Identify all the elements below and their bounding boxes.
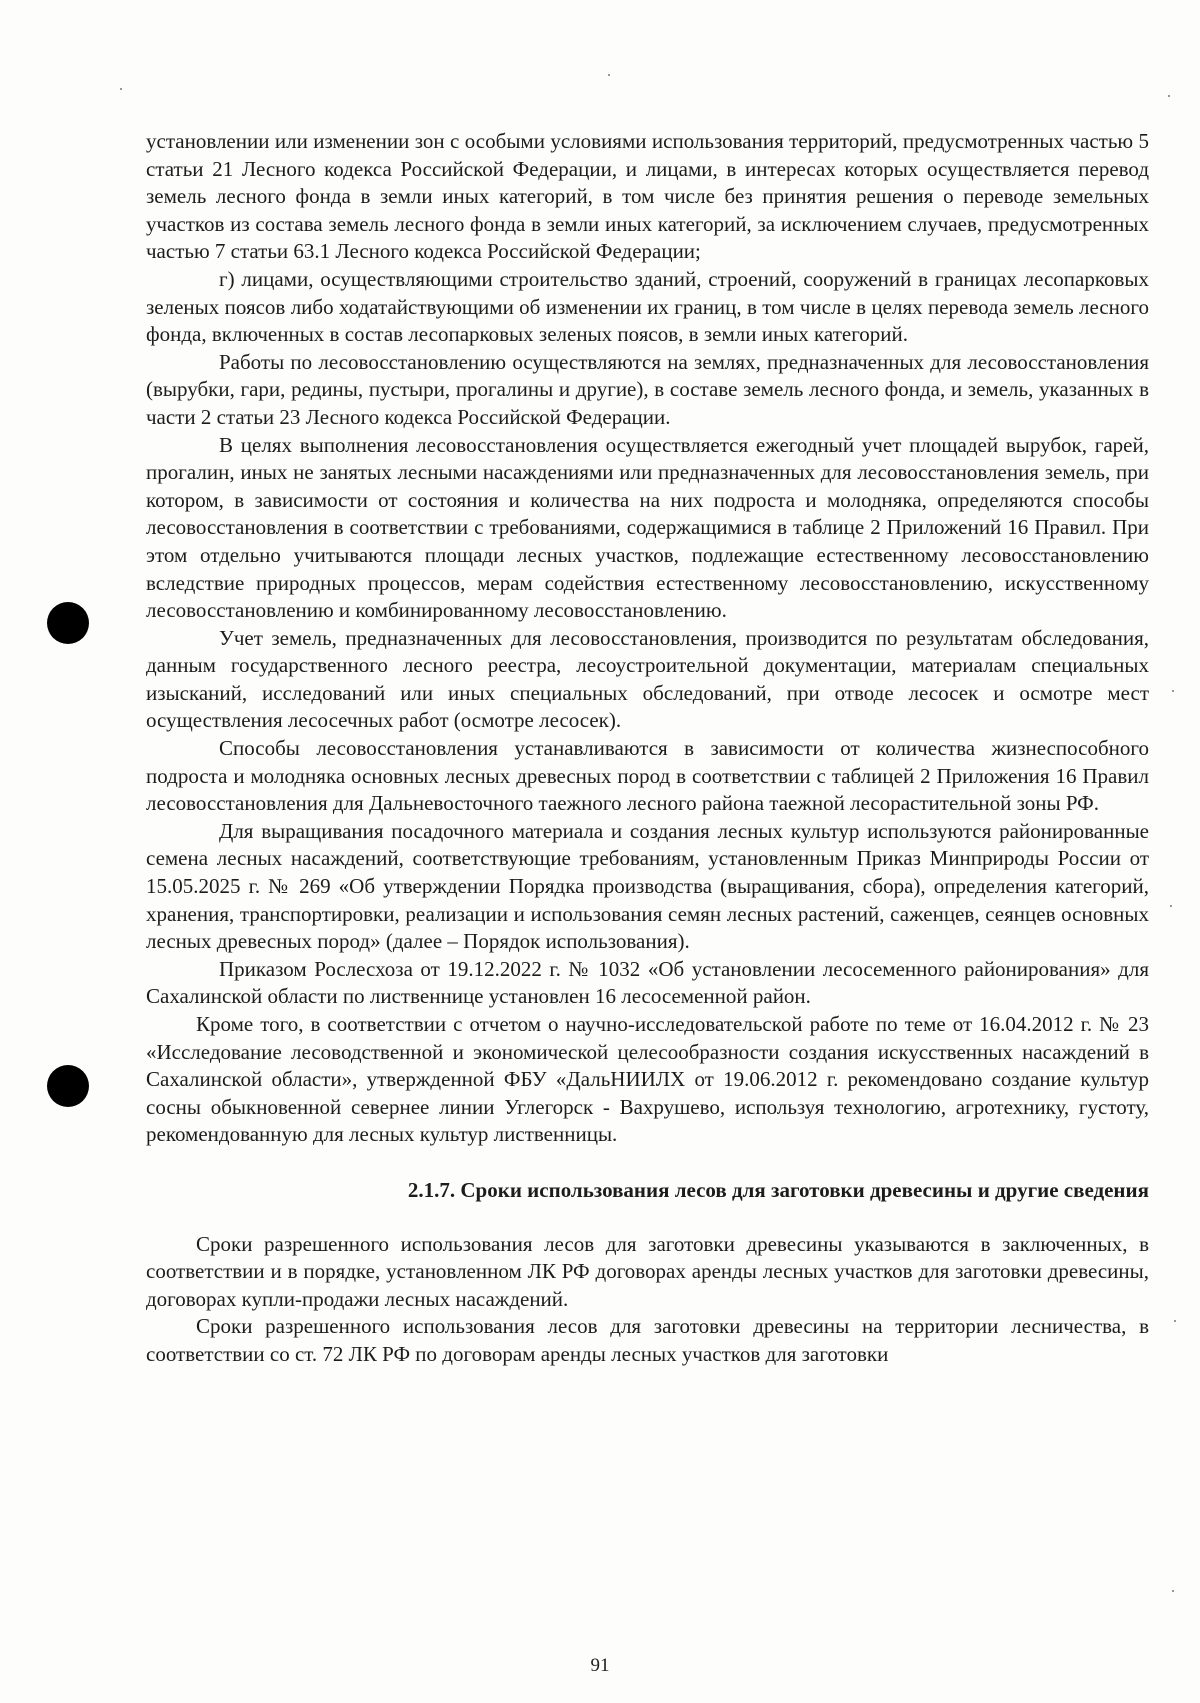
scan-speck <box>120 88 122 90</box>
scan-speck <box>1174 1320 1176 1322</box>
document-body <box>146 128 1149 1369</box>
punch-hole-mark <box>47 602 89 644</box>
scan-speck <box>1172 1590 1174 1592</box>
section-heading: 2.1.7. Сроки использования лесов для заготовки древесины и другие сведения <box>407 1177 1149 1202</box>
scan-speck <box>1168 95 1170 97</box>
paragraph: Сроки разрешенного использования лесов для заготовки древесины на территории лесничества, в соответствии со ст. 72 ЛК РФ по договорам аренды лесных участков для заготовки <box>146 1314 1149 1366</box>
paragraph: г) лицами, осуществляющими строительство зданий, строений, сооружений в границах лесопарковых зеленых поясов либо ходатайствующими об изменении их границ, в том числе в целях перевода земель лесного фонда, включенных в состав лесопарковых зеленых поясов, в земли иных категорий. <box>146 266 1149 347</box>
paragraph: Кроме того, в соответствии с отчетом о научно-исследовательской работе по теме от 16.04.2012 г. № 23 «Исследование лесоводственной и экономической целесообразности создания искусственных насаждений в Сахалинской области», утвержденной ФБУ «ДальНИИЛХ от 19.06.2012 г. рекомендовано создание культур сосны обыкновенной севернее линии Углегорск - Вахрушево, используя технологию, агротехнику, густоту, рекомендованную для лесных культур лиственницы. <box>146 1012 1149 1147</box>
paragraph: Учет земель, предназначенных для лесовосстановления, производится по результатам обследования, данным государственного лесного реестра, лесоустроительной документации, материалам специальных изысканий, исследований или иных специальных обследований, при отводе лесосек и осмотре мест осуществления лесосечных работ (осмотре лесосек). <box>146 625 1149 733</box>
paragraph: В целях выполнения лесовосстановления осуществляется ежегодный учет площадей вырубок, гарей, прогалин, иных не занятых лесными насаждениями или предназначенных для лесовосстановления земель, при котором, в зависимости от состояния и количества на них подроста и молодняка, определяются способы лесовосстановления в соответствии с требованиями, содержащимися в таблице 2 Приложений 16 Правил. При этом отдельно учитываются площади лесных участков, подлежащие естественному лесовосстановлению вследствие природных процессов, мерам содействия естественному лесовосстановлению, искусственному лесовосстановлению и комбинированному лесовосстановлению. <box>146 432 1149 623</box>
paragraph: Работы по лесовосстановлению осуществляются на землях, предназначенных для лесовосстановления (вырубки, гари, редины, пустыри, прогалины и другие), в составе земель лесного фонда, и земель, указанных в части 2 статьи 23 Лесного кодекса Российской Федерации. <box>146 349 1149 429</box>
paragraph: установлении или изменении зон с особыми условиями использования территорий, предусмотренных частью 5 статьи 21 Лесного кодекса Российской Федерации, и лицами, в интересах которых осуществляется перевод земель лесного фонда в земли иных категорий, в том числе без принятия решения о переводе земельных участков из состава земель лесного фонда в земли иных категорий, за исключением случаев, предусмотренных частью 7 статьи 63.1 Лесного кодекса Российской Федерации; <box>146 129 1149 264</box>
scan-speck <box>1172 690 1174 692</box>
scan-speck <box>1170 905 1172 907</box>
page-number: 91 <box>590 1655 610 1676</box>
paragraph: Сроки разрешенного использования лесов для заготовки древесины указываются в заключенных, в соответствии и в порядке, установленном ЛК РФ договорах аренды лесных участков для заготовки древесины, договорах купли-продажи лесных насаждений. <box>146 1231 1149 1311</box>
paragraph: Способы лесовосстановления устанавливаются в зависимости от количества жизнеспособного подроста и молодняка основных лесных древесных пород в соответствии с таблицей 2 Приложения 16 Правил лесовосстановления для Дальневосточного таежного лесного района таежной лесорастительной зоны РФ. <box>146 736 1149 816</box>
scan-speck <box>608 74 610 76</box>
paragraph: Для выращивания посадочного материала и создания лесных культур используются районированные семена лесных насаждений, соответствующие требованиям, установленным Приказ Минприроды России от 15.05.2025 г. № 269 «Об утверждении Порядка производства (выращивания, сбора), определения категорий, хранения, транспортировки, реализации и использования семян лесных растений, саженцев, сеянцев основных лесных древесных пород» (далее – Порядок использования). <box>146 818 1149 954</box>
paragraph: Приказом Рослесхоза от 19.12.2022 г. № 1032 «Об установлении лесосеменного районирования» для Сахалинской области по лиственнице установлен 16 лесосеменной район. <box>146 956 1149 1009</box>
punch-hole-mark <box>47 1065 89 1107</box>
